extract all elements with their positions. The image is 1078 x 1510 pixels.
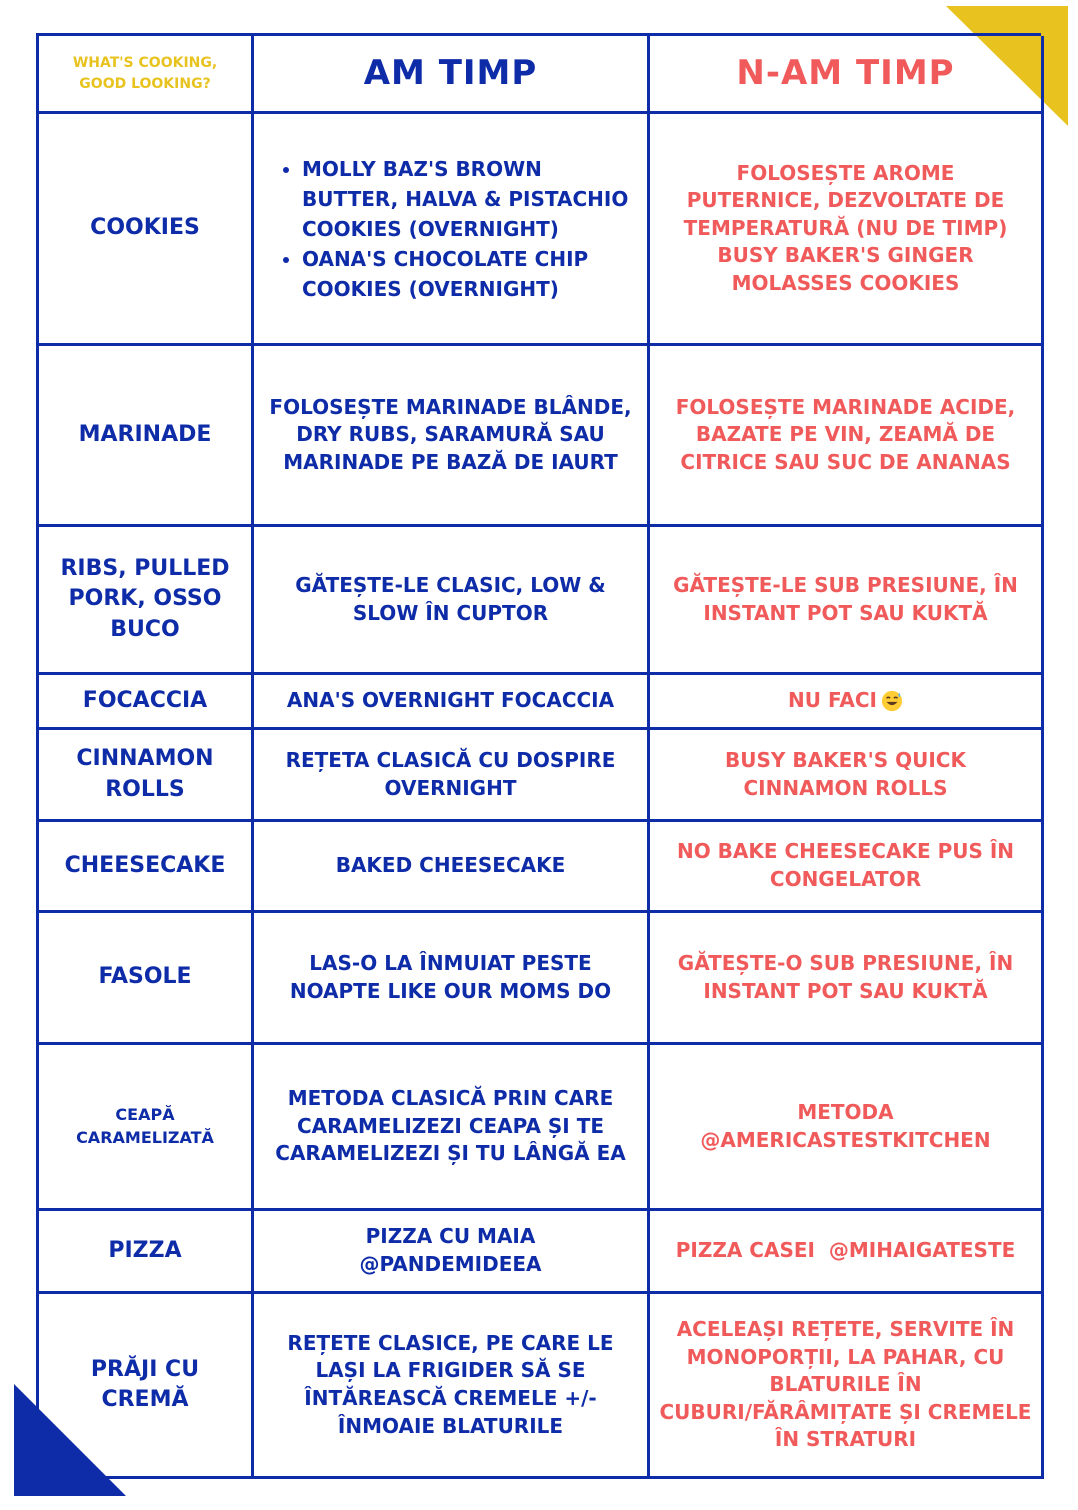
cheesecake-am-timp-cell: BAKED CHEESECAKE [254, 822, 650, 913]
cinnamon-rolls-am-timp-cell: REȚETA CLASICĂ CU DOSPIRE OVERNIGHT [254, 730, 650, 822]
cookies-n-am-timp-cell: FOLOSEȘTE AROME PUTERNICE, DEZVOLTATE DE TEMPERATURĂ (NU DE TIMP) BUSY BAKER'S GINGER MOLASSES COOKIES [650, 114, 1044, 346]
praji-am-timp-cell: REȚETE CLASICE, PE CARE LE LAȘI LA FRIGIDER SĂ SE ÎNTĂREASCĂ CREMELE +/- ÎNMOAIE BLATURILE [254, 1294, 650, 1479]
focaccia-n-am-timp-cell [650, 675, 1044, 730]
blue-corner-triangle [14, 1384, 126, 1496]
row-label-marinade: MARINADE [39, 346, 254, 527]
focaccia-n-am-timp-text: NU FACI [788, 688, 877, 713]
column-header-n-am-timp: N-AM TIMP [650, 36, 1044, 114]
list-item: • OANA'S CHOCOLATE CHIP COOKIES (OVERNIGHT) [302, 244, 641, 304]
row-label-ceapa-caramelizata: CEAPĂ CARAMELIZATĂ [39, 1045, 254, 1211]
row-label-cookies: COOKIES [39, 114, 254, 346]
marinade-am-timp-cell: FOLOSEȘTE MARINADE BLÂNDE, DRY RUBS, SARAMURĂ SAU MARINADE PE BAZĂ DE IAURT [254, 346, 650, 527]
list-item: • MOLLY BAZ'S BROWN BUTTER, HALVA & PISTACHIO COOKIES (OVERNIGHT) [302, 154, 641, 244]
ceapa-n-am-timp-cell: METODA @AMERICASTESTKITCHEN [650, 1045, 1044, 1211]
pizza-n-am-timp-cell: PIZZA CASEI @MIHAIGATESTE [650, 1211, 1044, 1294]
row-label-praji-cu-crema: PRĂJI CU CREMĂ [39, 1294, 254, 1479]
cheesecake-n-am-timp-cell: NO BAKE CHEESECAKE PUS ÎN CONGELATOR [650, 822, 1044, 913]
ceapa-am-timp-cell: METODA CLASICĂ PRIN CARE CARAMELIZEZI CEAPA ȘI TE CARAMELIZEZI ȘI TU LÂNGĂ EA [254, 1045, 650, 1211]
pizza-am-timp-cell: PIZZA CU MAIA @PANDEMIDEEA [254, 1211, 650, 1294]
row-label-cheesecake: CHEESECAKE [39, 822, 254, 913]
focaccia-am-timp-cell: ANA'S OVERNIGHT FOCACCIA [254, 675, 650, 730]
cookies-am-timp-cell [254, 114, 650, 346]
marinade-n-am-timp-cell: FOLOSEȘTE MARINADE ACIDE, BAZATE PE VIN, ZEAMĂ DE CITRICE SAU SUC DE ANANAS [650, 346, 1044, 527]
row-label-pizza: PIZZA [39, 1211, 254, 1294]
header-tagline: WHAT'S COOKING, GOOD LOOKING? [39, 36, 254, 114]
praji-n-am-timp-cell: ACELEAȘI REȚETE, SERVITE ÎN MONOPORȚII, LA PAHAR, CU BLATURILE ÎN CUBURI/FĂRÂMIȚATE ȘI CREMELE ÎN STRATURI [650, 1294, 1044, 1479]
ribs-n-am-timp-cell: GĂTEȘTE-LE SUB PRESIUNE, ÎN INSTANT POT SAU KUKTĂ [650, 527, 1044, 675]
row-label-fasole: FASOLE [39, 913, 254, 1045]
sweat-smile-emoji-icon [881, 690, 903, 712]
cooking-comparison-table [36, 33, 1041, 1476]
column-header-am-timp: AM TIMP [254, 36, 650, 114]
cookies-recipe-list [276, 154, 641, 304]
row-label-cinnamon-rolls: CINNAMON ROLLS [39, 730, 254, 822]
row-label-ribs: RIBS, PULLED PORK, OSSO BUCO [39, 527, 254, 675]
row-label-focaccia: FOCACCIA [39, 675, 254, 730]
cinnamon-rolls-n-am-timp-cell: BUSY BAKER'S QUICK CINNAMON ROLLS [650, 730, 1044, 822]
fasole-n-am-timp-cell: GĂTEȘTE-O SUB PRESIUNE, ÎN INSTANT POT SAU KUKTĂ [650, 913, 1044, 1045]
fasole-am-timp-cell: LAS-O LA ÎNMUIAT PESTE NOAPTE LIKE OUR MOMS DO [254, 913, 650, 1045]
ribs-am-timp-cell: GĂTEȘTE-LE CLASIC, LOW & SLOW ÎN CUPTOR [254, 527, 650, 675]
